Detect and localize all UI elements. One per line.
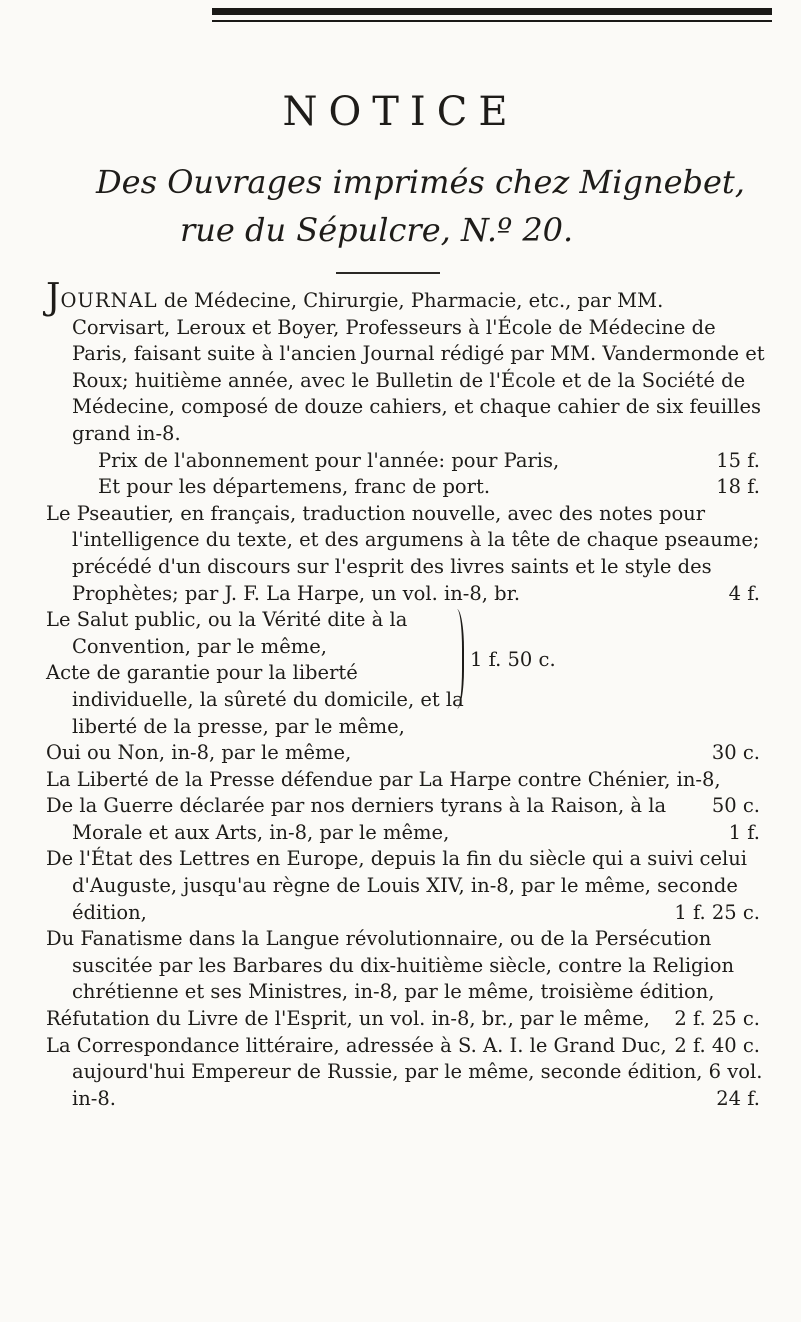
subtitle [96,158,796,254]
entry-text: Le Salut public, ou la Vérité dite à la Convention, par le même, [46,608,408,658]
list-item-liberte-presse [46,767,766,818]
page-title: NOTICE [282,89,519,135]
group-price: 1 f. 50 c. [470,648,556,672]
entry-text: Du Fanatisme dans la Langue révolutionnaire, ou de la Persécution suscitée par les Barbares du dix-huitième siècle, contre la Religion chrétienne et ses Ministres, in-8, par le même, troisième édition, [46,927,735,1004]
top-rule [212,8,772,15]
subtitle-line-1: Des Ouvrages imprimés chez Mignebet, [96,163,745,201]
brace [446,609,464,709]
entry-text: Réfutation du Livre de l'Esprit, un vol. in-8, br., par le même, [46,1007,650,1031]
price: 24 f. [716,1086,760,1110]
price: 2 f. 40 c. [674,1033,760,1057]
list-item-correspondance [46,1033,766,1113]
list-item-guerre [46,793,766,846]
top-rule-thin [212,20,772,22]
list-item-price-departements [46,474,766,501]
subtitle-line-2: rue du Sépulcre, N.º 20. [180,211,574,249]
price: 30 c. [711,741,760,765]
entry-text: De l'État des Lettres en Europe, depuis la fin du siècle qui a suivi celui d'Auguste, jusqu'au règne de Louis XIV, in-8, par le même, seconde édition, [46,847,748,924]
entry-text: La Correspondance littéraire, adressée à S. A. I. le Grand Duc, aujourd'hui Empereur de Russie, par le même, seconde édition, 6 vol. in-8. [46,1033,763,1110]
list-item-oui-ou-non [46,740,766,767]
price: 2 f. 25 c. [674,1007,760,1031]
list-item-acte-garantie [46,660,466,740]
price: 18 f. [716,475,760,499]
catalogue-list [46,277,766,1112]
grouped-entries [46,607,766,740]
list-item-etat-lettres [46,846,766,926]
entry-text: Prix de l'abonnement pour l'année: pour Paris, [98,448,560,472]
list-item-price-paris [46,448,766,475]
entry-text: De la Guerre déclarée par nos derniers tyrans à la Raison, à la Morale et aux Arts, in-8, par le même, [46,794,667,844]
entry-text: de Médecine, Chirurgie, Pharmacie, etc., par MM. Corvisart, Leroux et Boyer, Professeurs à l'École de Médecine de Paris, faisant suite à l'ancien Journal rédigé par MM. Vandermonde et Roux; huitième année, avec le Bulletin de l'École et de la Société de Médecine, composé de douze cahiers, et chaque cahier de six feuilles grand in-8. [72,289,765,445]
list-item-journal [46,277,766,448]
entry-text: Oui ou Non, in-8, par le même, [46,741,352,765]
entry-text: La Liberté de la Presse défendue par La Harpe contre Chénier, in-8, [46,767,721,791]
dropcap: J [46,277,61,318]
price: 1 f. 25 c. [674,900,760,924]
entry-text: Le Pseautier, en français, traduction nouvelle, avec des notes pour l'intelligence du texte, et des argumens à la tête de chaque pseaume; précédé d'un discours sur l'esprit des livres saints et le style des Prophètes; par J. F. La Harpe, un vol. in-8, br. [46,501,760,605]
price: 50 c. [711,794,760,818]
lead-word: OURNAL [60,289,158,312]
entry-text: Et pour les départemens, franc de port. [98,475,491,499]
price: 15 f. [716,448,760,472]
list-item-refutation [46,1006,766,1057]
list-item-pseautier [46,501,766,607]
entry-text: Acte de garantie pour la liberté individuelle, la sûreté du domicile, et la liberté de la presse, par le même, [46,661,464,738]
separator-rule [336,272,440,274]
list-item-salut-public [46,607,466,660]
price: 1 f. [728,820,760,844]
price: 4 f. [728,581,760,605]
